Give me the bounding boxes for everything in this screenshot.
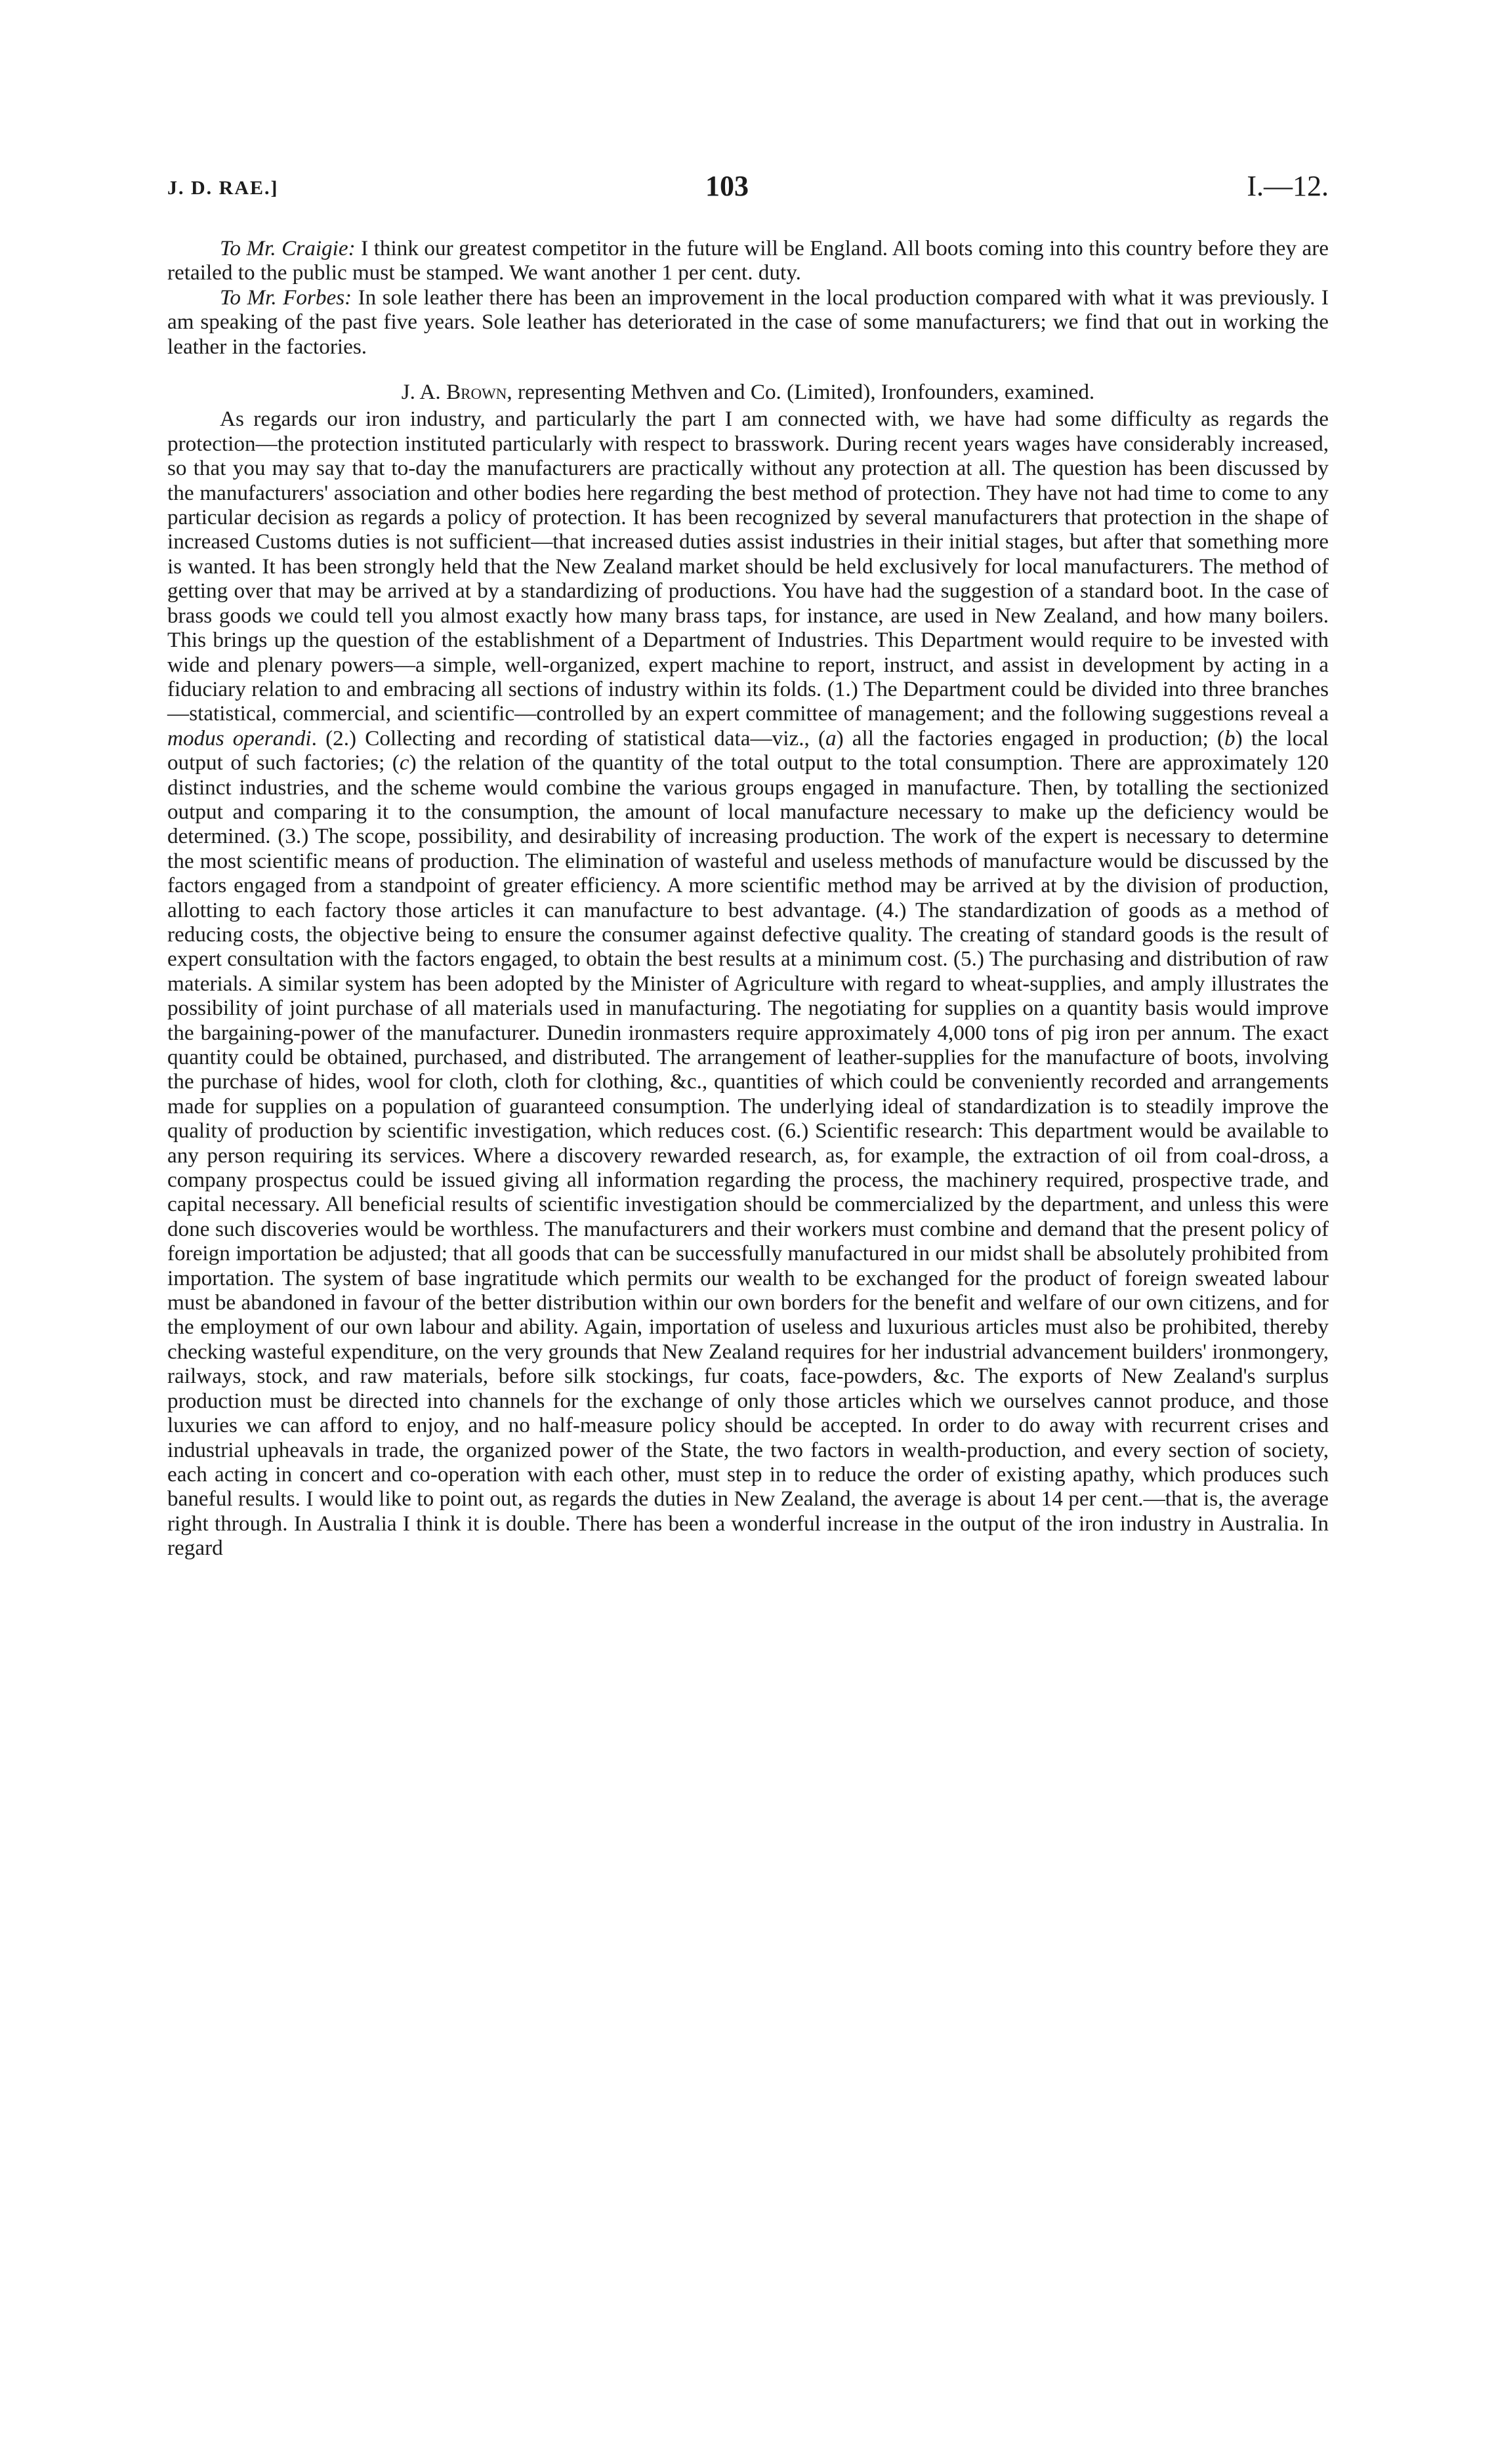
testimony-text: As regards our iron industry, and particularly the part I am connected with, we have had some difficulty as regards the protection—the protection instituted particularly with respect to brasswork. During recent years wages have considerably increased, so that you may say that to-day the manufacturers are practically without any protection at all. The question has been discussed by the manufacturers' association and other bodies here regarding the best method of protection. They have not had time to come to any particular decision as regards a policy of protection. It has been recognized by several manufacturers that protection in the shape of increased Customs duties is not sufficient—that increased duties assist industries in their initial stages, but after that something more is wanted. It has been strongly held that the New Zealand market should be held exclusively for local manufacturers. The method of getting over that may be arrived at by a standardizing of productions. You have had the suggestion of a standard boot. In the case of brass goods we could tell you almost exactly how many brass taps, for instance, are used in New Zealand, and how many boilers. This brings up the question of the establishment of a Department of Industries. This Department would require to be invested with wide and plenary powers—a simple, well-organized, expert machine to report, instruct, and assist in development by acting in a fiduciary relation to and embracing all sections of industry within its folds. (1.) The Department could be divided into three branches—statistical, commercial, and scientific—controlled by an expert committee of management; and the following suggestions reveal a xyxy=(167,407,1329,726)
header-witness-ref: J. D. RAE.] xyxy=(167,177,279,199)
paragraph-testimony xyxy=(167,407,1329,1560)
document-page xyxy=(167,172,1329,1561)
testimony-italic: a xyxy=(825,726,837,750)
witness-description: , representing Methven and Co. (Limited), Ironfounders, examined. xyxy=(507,380,1095,405)
document-reference: I.—12. xyxy=(1247,170,1329,202)
paragraph-forbes xyxy=(167,285,1329,359)
questioner-lead: To Mr. Forbes: xyxy=(220,285,352,310)
testimony-italic: c xyxy=(399,750,409,775)
testimony-italic: modus operandi xyxy=(167,726,312,750)
testimony-text: ) all the factories engaged in production; ( xyxy=(836,726,1225,750)
testimony-italic: b xyxy=(1224,726,1236,750)
running-header xyxy=(167,172,1329,218)
paragraph-text: In sole leather there has been an improvement in the local production compared with what it was previously. I am speaking of the past five years. Sole leather has deteriorated in the case of some manufacturers; we find that out in working the leather in the factories. xyxy=(167,285,1329,359)
page-number: 103 xyxy=(705,170,749,202)
testimony-text: ) the relation of the quantity of the total output to the total consumption. There are approximately 120 distinct industries, and the scheme would combine the various groups engaged in manufacture. Then, by totalling the sectionized output and comparing it to the consumption, the amount of local manufacture necessary to make up the deficiency would be determined. (3.) The scope, possibility, and desirability of increasing production. The work of the expert is necessary to determine the most scientific means of production. The elimination of wasteful and useless methods of manufacture would be discussed by the factors engaged from a standpoint of greater efficiency. A more scientific method may be arrived at by the division of production, allotting to each factory those articles it can manufacture to best advantage. (4.) The standardization of goods as a method of reducing costs, the objective being to ensure the consumer against defective quality. The creating of standard goods is the result of expert consultation with the factors engaged, to obtain the best results at a minimum cost. (5.) The purchasing and distribution of raw materials. A similar system has been adopted by the Minister of Agriculture with regard to wheat-supplies, and amply illustrates the possibility of joint purchase of all materials used in manufacturing. The negotiating for supplies on a quantity basis would improve the bargaining-power of the manufacturer. Dunedin ironmasters require approximately 4,000 tons of pig iron per annum. The exact quantity could be obtained, purchased, and distributed. The arrangement of leather-supplies for the manufacture of boots, involving the purchase of hides, wool for cloth, cloth for clothing, &c., quantities of which could be conveniently recorded and arrangements made for supplies on a population of guaranteed consumption. The underlying ideal of standardization is to steadily improve the quality of production by scientific investigation, which reduces cost. (6.) Scientific research: This department would be available to any person requiring its services. Where a discovery rewarded research, as, for example, the extraction of oil from coal-dross, a company prospectus could be issued giving all information regarding the process, the machinery required, prospective trade, and capital necessary. All beneficial results of scientific investigation should be commercialized by the department, and unless this were done such discoveries would be worthless. The manufacturers and their workers must combine and demand that the present policy of foreign importation be adjusted; that all goods that can be successfully manufactured in our midst shall be absolutely prohibited from importation. The system of base ingratitude which permits our wealth to be exchanged for the product of foreign sweated labour must be abandoned in favour of the better distribution within our own borders for the benefit and welfare of our own citizens, and for the employment of our own labour and ability. Again, importation of useless and luxurious articles must also be prohibited, thereby checking wasteful expenditure, on the very grounds that New Zealand requires for her industrial advancement builders' ironmongery, railways, stock, and raw materials, before silk stockings, fur coats, face-powders, &c. The exports of New Zealand's surplus production must be directed into channels for the exchange of only those articles which we ourselves cannot produce, and those luxuries we can afford to enjoy, and no half-measure policy should be accepted. In order to do away with recurrent crises and industrial upheavals in trade, the organized power of the State, the two factors in wealth-production, and every section of society, each acting in concert and co-operation with each other, must step in to reduce the order of existing apathy, which produces such baneful results. I would like to point out, as regards the duties in New Zealand, the average is about 14 per cent.—that is, the average right through. In Australia I think it is double. There has been a wonderful increase in the output of the iron industry in Australia. In regard xyxy=(167,750,1329,1561)
paragraph-craigie xyxy=(167,236,1329,285)
witness-name: J. A. Brown xyxy=(401,380,507,405)
document-body xyxy=(167,236,1329,1561)
questioner-lead: To Mr. Craigie: xyxy=(220,236,356,260)
witness-heading xyxy=(167,380,1329,404)
paragraph-text: I think our greatest competitor in the future will be England. All boots coming into this country before they are retailed to the public must be stamped. We want another 1 per cent. duty. xyxy=(167,236,1329,285)
testimony-text: . (2.) Collecting and recording of statistical data—viz., ( xyxy=(311,726,826,750)
testimony-text: ) the local output of such factories; ( xyxy=(167,726,1329,775)
